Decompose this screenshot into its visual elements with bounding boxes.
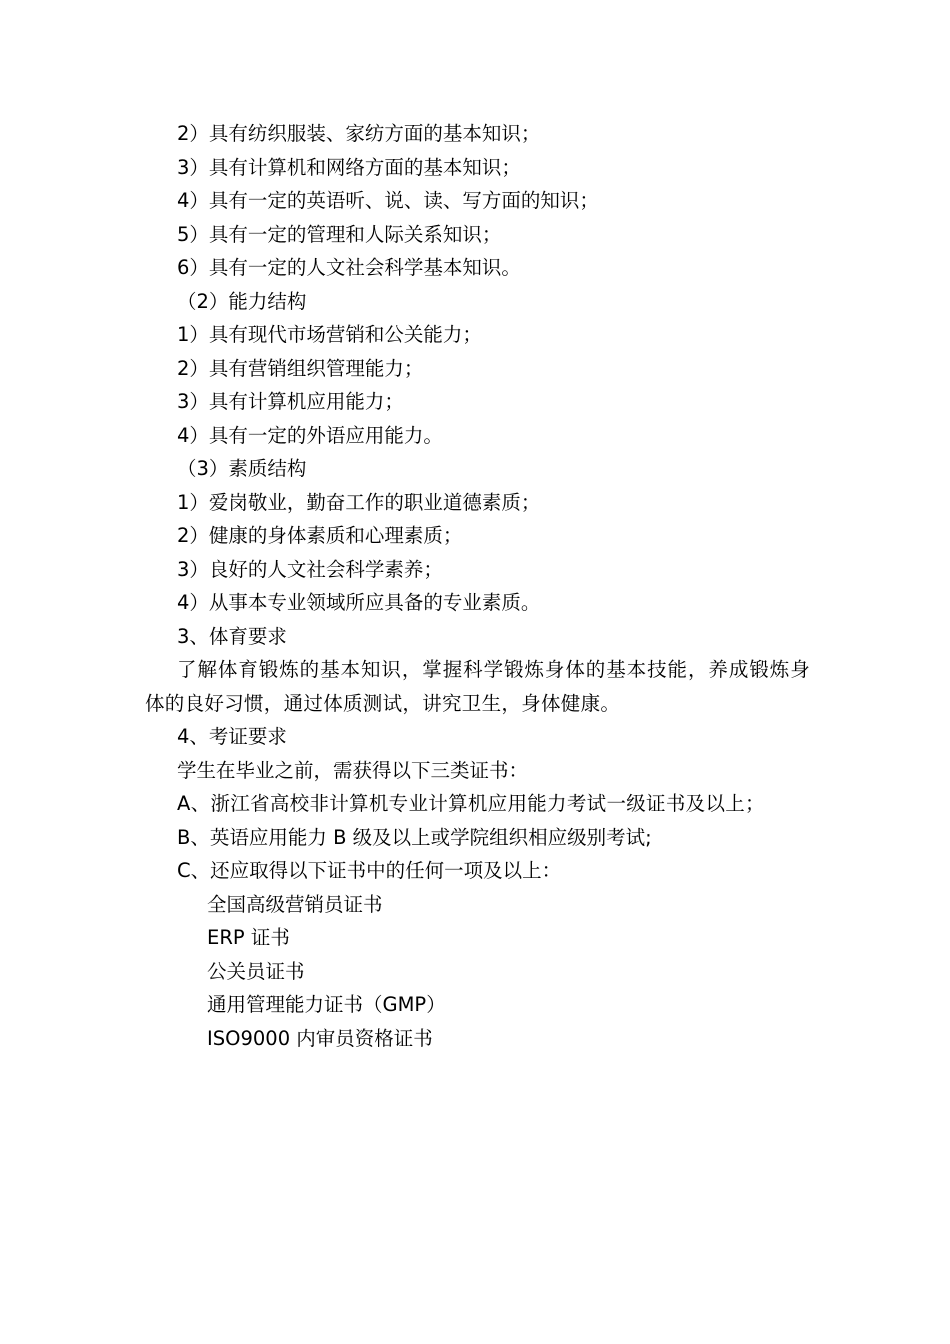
cert-option: 公关员证书	[207, 959, 305, 983]
quality-item: 1）爱岗敬业，勤奋工作的职业道德素质；	[177, 490, 541, 514]
knowledge-item: 4）具有一定的英语听、说、读、写方面的知识；	[177, 189, 599, 212]
cert-option: ISO9000 内审员资格证书	[207, 1026, 433, 1050]
quality-item: 2）健康的身体素质和心理素质；	[177, 524, 463, 547]
pe-heading: 3、体育要求	[177, 624, 287, 648]
ability-item: 4）具有一定的外语应用能力。	[177, 423, 443, 447]
pe-paragraph: 了解体育锻炼的基本知识，掌握科学锻炼身体的基本技能，养成锻炼身体的良好习惯，通过体质测试，讲究卫生，身体健康。	[145, 658, 810, 715]
ability-item: 1）具有现代市场营销和公关能力；	[177, 323, 482, 346]
document-body	[145, 117, 810, 1055]
cert-c-paragraph: C、还应取得以下证书中的任何一项及以上：	[177, 859, 562, 882]
quality-heading: （3）素质结构	[177, 457, 307, 480]
knowledge-item: 5）具有一定的管理和人际关系知识；	[177, 222, 502, 246]
knowledge-item: 6）具有一定的人文社会科学基本知识。	[177, 256, 521, 279]
cert-option: ERP 证书	[207, 926, 290, 949]
ability-item: 2）具有营销组织管理能力；	[177, 356, 424, 380]
cert-intro: 学生在毕业之前，需获得以下三类证书：	[177, 758, 529, 782]
quality-item: 4）从事本专业领域所应具备的专业素质。	[177, 591, 541, 614]
cert-b-paragraph: B、英语应用能力 B 级及以上或学院组织相应级别考试;	[177, 825, 652, 849]
cert-heading: 4、考证要求	[177, 725, 287, 748]
knowledge-item: 3）具有计算机和网络方面的基本知识；	[177, 155, 521, 179]
cert-a-paragraph: A、浙江省高校非计算机专业计算机应用能力考试一级证书及以上；	[177, 792, 765, 815]
knowledge-item: 2）具有纺织服装、家纺方面的基本知识；	[177, 122, 541, 145]
ability-item: 3）具有计算机应用能力；	[177, 390, 404, 413]
quality-item: 3）良好的人文社会科学素养；	[177, 557, 443, 581]
ability-heading: （2）能力结构	[177, 289, 307, 313]
cert-option: 全国高级营销员证书	[207, 892, 383, 916]
cert-option: 通用管理能力证书（GMP）	[207, 993, 446, 1016]
